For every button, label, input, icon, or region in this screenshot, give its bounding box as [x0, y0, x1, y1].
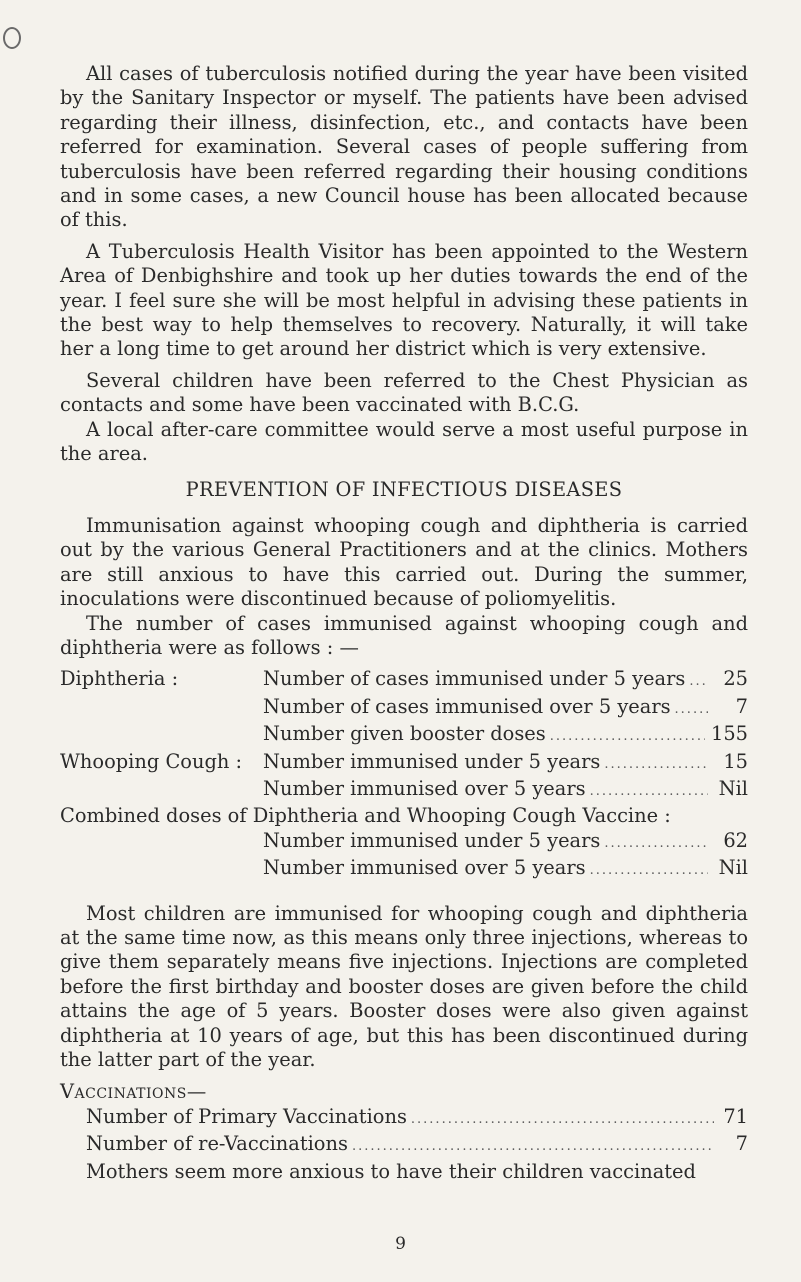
stat-value: 15: [723, 749, 748, 773]
intro-paragraph: A Tuberculosis Health Visitor has been appointed to the Western Area of Denbighshire and took up her duties towards the end of the year. I feel sure she will be most helpful in advising these patients in the best way to help themselves to recovery. Naturally, it will take her a long time to get around her district which is very extensive.: [60, 239, 748, 361]
intro-paragraph: All cases of tuberculosis notified during the year have been visited by the Sanitary Inspector or myself. The patients have been advised regarding their illness, disinfection, etc., and contacts have been referred for examination. Several cases of people suffering from tuberculosis have been referred regarding their housing conditions and in some cases, a new Council house has been allocated because of this.: [60, 62, 748, 232]
stat-label: Number immunised under 5 years: [263, 749, 601, 773]
stat-value: Nil: [718, 856, 748, 880]
stat-row: [60, 856, 748, 883]
stat-row: [60, 667, 748, 694]
dot-leader: [352, 1135, 714, 1159]
intro-paragraph: Several children have been referred to the Chest Physician as contacts and some have been vaccinated with B.C.G.: [60, 368, 748, 417]
stat-label: Number immunised over 5 years: [263, 776, 586, 800]
document-page: [60, 62, 748, 1184]
stat-value: 25: [723, 667, 748, 691]
stat-label: Number immunised under 5 years: [263, 828, 601, 852]
stat-label: Number immunised over 5 years: [263, 856, 586, 880]
stat-value: 62: [723, 828, 748, 852]
section-heading: PREVENTION OF INFECTIOUS DISEASES: [185, 477, 623, 501]
stat-row: [60, 829, 748, 856]
stat-row: [60, 722, 748, 749]
punch-hole: [3, 27, 21, 49]
dot-leader: [590, 780, 708, 804]
immunisation-stats: [60, 667, 748, 883]
stat-row: [60, 750, 748, 777]
dot-leader: [411, 1108, 714, 1132]
dot-leader: [604, 832, 708, 856]
stat-label: Number of cases immunised under 5 years: [263, 667, 686, 691]
dot-leader: [550, 725, 705, 749]
stat-row: [60, 695, 748, 722]
stat-value: Nil: [718, 776, 748, 800]
stat-group-label: Diphtheria :: [60, 667, 179, 691]
stat-label: Number of Primary Vaccinations: [86, 1104, 407, 1128]
closing-paragraph: Most children are immunised for whooping cough and diphtheria at the same time now, as this means only three injections, whereas to give them separately means five injections. Injections are completed before the first birthday and booster doses are given before the child attains the age of 5 years. Booster doses were also given against diphtheria at 10 years of age, but this has been discontinued during the latter part of the year.: [60, 901, 748, 1072]
stat-label: Number of re-Vaccinations: [86, 1132, 348, 1156]
vaccinations-note: Mothers seem more anxious to have their children vaccinated: [86, 1159, 696, 1183]
stat-row: [60, 1132, 748, 1159]
stat-group-label: Whooping Cough :: [60, 749, 243, 773]
page-number: 9: [395, 1234, 406, 1254]
stat-row: [60, 1105, 748, 1132]
stat-value: 71: [723, 1104, 748, 1128]
dot-leader: [604, 753, 708, 777]
intro-paragraph: A local after-care committee would serve a most useful purpose in the area.: [60, 417, 748, 466]
stat-value: 7: [735, 1132, 748, 1156]
vaccinations-section: [60, 1080, 748, 1184]
stat-value: 155: [710, 722, 748, 746]
prevention-paragraph: Immunisation against whooping cough and diphtheria is carried out by the various General Practitioners and at the clinics. Mothers are still anxious to have this carried out. During the summer, inoculations were discontinued because of poliomyelitis.: [60, 513, 748, 611]
stat-group-label: Combined doses of Diphtheria and Whooping Cough Vaccine :: [60, 804, 671, 828]
dot-leader: [675, 698, 708, 722]
stat-value: 7: [735, 694, 748, 718]
dot-leader: [689, 670, 708, 694]
stat-row: [60, 777, 748, 804]
stat-label: Number of cases immunised over 5 years: [263, 694, 671, 718]
dot-leader: [590, 859, 708, 883]
prevention-paragraph: The number of cases immunised against whooping cough and diphtheria were as follows : —: [60, 611, 748, 659]
vaccinations-title: Vaccinations—: [60, 1080, 207, 1104]
stat-label: Number given booster doses: [263, 722, 546, 746]
